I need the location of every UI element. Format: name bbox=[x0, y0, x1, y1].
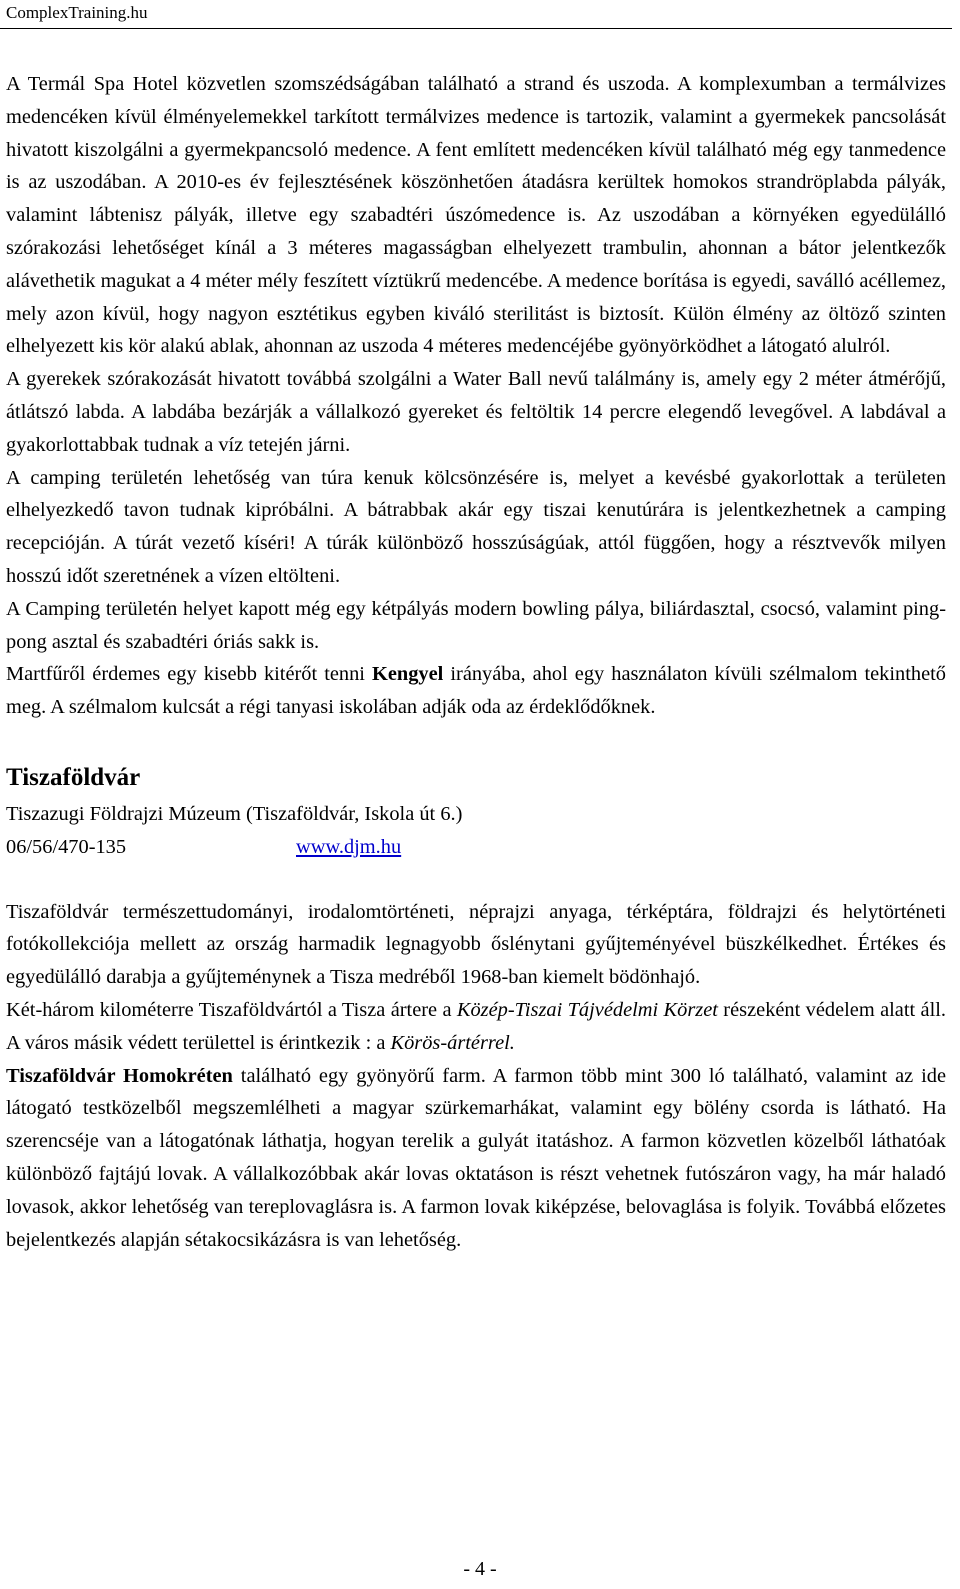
header-divider bbox=[0, 28, 952, 29]
spacer bbox=[6, 724, 946, 758]
page-number: - 4 - bbox=[463, 1558, 497, 1580]
protected-text-b: részeként védelem alatt áll. A város másik védett területtel is érintkezik : a bbox=[6, 998, 947, 1054]
farm-text: található egy gyönyörű farm. A farmon több mint 300 ló található, valamint az ide látogató testközelből megszemlélheti a magyar szürkemarhákat, valamint egy bölény csorda is látható. Ha szerencséje van a látogatónak láthatja, hogyan terelik a gulyát itatáshoz. A farmon közvetlen közelből láthatóak különböző fajtájú lovak. A vállalkozóbbak akár lovas oktatáson is részt vehetnek futószáron vagy, ha már haladó lovasok, akkor lehetőség van tereplovaglásra is. A farmon lovak kiképzése, belovaglása is folyik. Továbbá előzetes bejelentkezés alapján sétakocsikázásra is van lehetőség. bbox=[6, 1064, 946, 1251]
contact-line bbox=[6, 831, 946, 864]
kengyel-text-b: irányába, ahol egy használaton kívüli szélmalom tekinthető meg. A szélmalom kulcsát a régi tanyasi iskolában adják oda az érdeklődőknek. bbox=[6, 663, 946, 719]
phone-number: 06/56/470-135 bbox=[6, 835, 127, 858]
paragraph-waterball: A gyerekek szórakozását hivatott továbbá szolgálni a Water Ball nevű találmány is, amely egy 2 méter átmérőjű, átlátszó labda. A labdába bezárják a vállalkozó gyereket és feltöltik 14 percre elegendő levegővel. A labdával a gyakorlottabbak tudnak a víz tetején járni. bbox=[6, 368, 946, 456]
farm-location-bold: Tiszaföldvár Homokréten bbox=[6, 1064, 233, 1087]
protected-area-name: Közép-Tiszai Tájvédelmi Körzet bbox=[456, 998, 718, 1021]
museum-name: Tiszazugi Földrajzi Múzeum (Tiszaföldvár, Iskola út 6.) bbox=[6, 802, 463, 825]
spacer bbox=[6, 864, 946, 896]
kengyel-text-a: Martfűről érdemes egy kisebb kitérőt tenni bbox=[6, 663, 372, 686]
paragraph-bowling: A Camping területén helyet kapott még egy kétpályás modern bowling pálya, biliárdasztal, csocsó, valamint ping-pong asztal és szabadtéri óriás sakk is. bbox=[6, 597, 946, 653]
protected-text-a: Két-három kilométerre Tiszaföldvártól a Tisza ártere a bbox=[6, 998, 457, 1021]
kengyel-bold: Kengyel bbox=[371, 663, 444, 686]
paragraph-protected-area bbox=[6, 994, 946, 1060]
paragraph-canoe: A camping területén lehetőség van túra kenuk kölcsönzésére is, melyet a kevésbé gyakorlottak a területen elhelyezkedő tavon tudnak kipróbálni. A bátrabbak akár egy tiszai kenutúrára is jelentkezhetnek a camping recepcióján. A túrát vezető kíséri! A túrák különböző hosszúságúak, attól függően, hogy a résztvevők milyen hosszú időt szeretnének a vízen eltölteni. bbox=[6, 466, 946, 587]
koros-arter-name: Körös-ártérrel. bbox=[390, 1031, 515, 1054]
website-link[interactable]: www.djm.hu bbox=[296, 835, 402, 858]
paragraph-kengyel bbox=[6, 658, 946, 724]
document-body bbox=[6, 68, 946, 1256]
paragraph-museum-collection: Tiszaföldvár természettudományi, irodalomtörténeti, néprajzi anyaga, térképtára, földrajzi és helytörténeti fotókollekciója mellett az ország harmadik legnagyobb őslénytani gyűjteményével büszkélkedhet. Értékes és egyedülálló darabja a gyűjteménynek a Tisza medréből 1968-ban kiemelt bödönhajó. bbox=[6, 900, 946, 989]
site-header: ComplexTraining.hu bbox=[6, 3, 148, 22]
paragraph-spa: A Termál Spa Hotel közvetlen szomszédságában található a strand és uszoda. A komplexumban a termálvizes medencéken kívül élményelemekkel tarkított termálvizes medence is tartozik, valamint a gyermekek pancsolását hivatott kiszolgálni a gyermekpancsoló medence. A fent említett medencéken kívül található még egy tanmedence is az uszodában. A 2010-es év fejlesztésének köszönhetően átadásra kerültek homokos strandröplabda pályák, valamint lábtenisz pályák, illetve egy szabadtéri úszómedence is. Az uszodában a környéken egyedülálló szórakozási lehetőséget kínál a 3 méteres magasságban elhelyezett trambulin, ahonnan a bátor jelentkezők alávethetik magukat a 4 méter mély feszített víztükrű medencébe. A medence borítása is egyedi, saválló acéllemez, mely azon kívül, hogy nagyon esztétikus egyben kiváló sterilitást is biztosít. Külön élmény az öltöző szinten elhelyezett kis kör alakú ablak, ahonnan az uszoda 4 méteres medencéjébe gyönyörködhet a látogató alulról. bbox=[6, 73, 946, 358]
section-title: Tiszaföldvár bbox=[6, 763, 141, 791]
paragraph-farm bbox=[6, 1060, 946, 1257]
